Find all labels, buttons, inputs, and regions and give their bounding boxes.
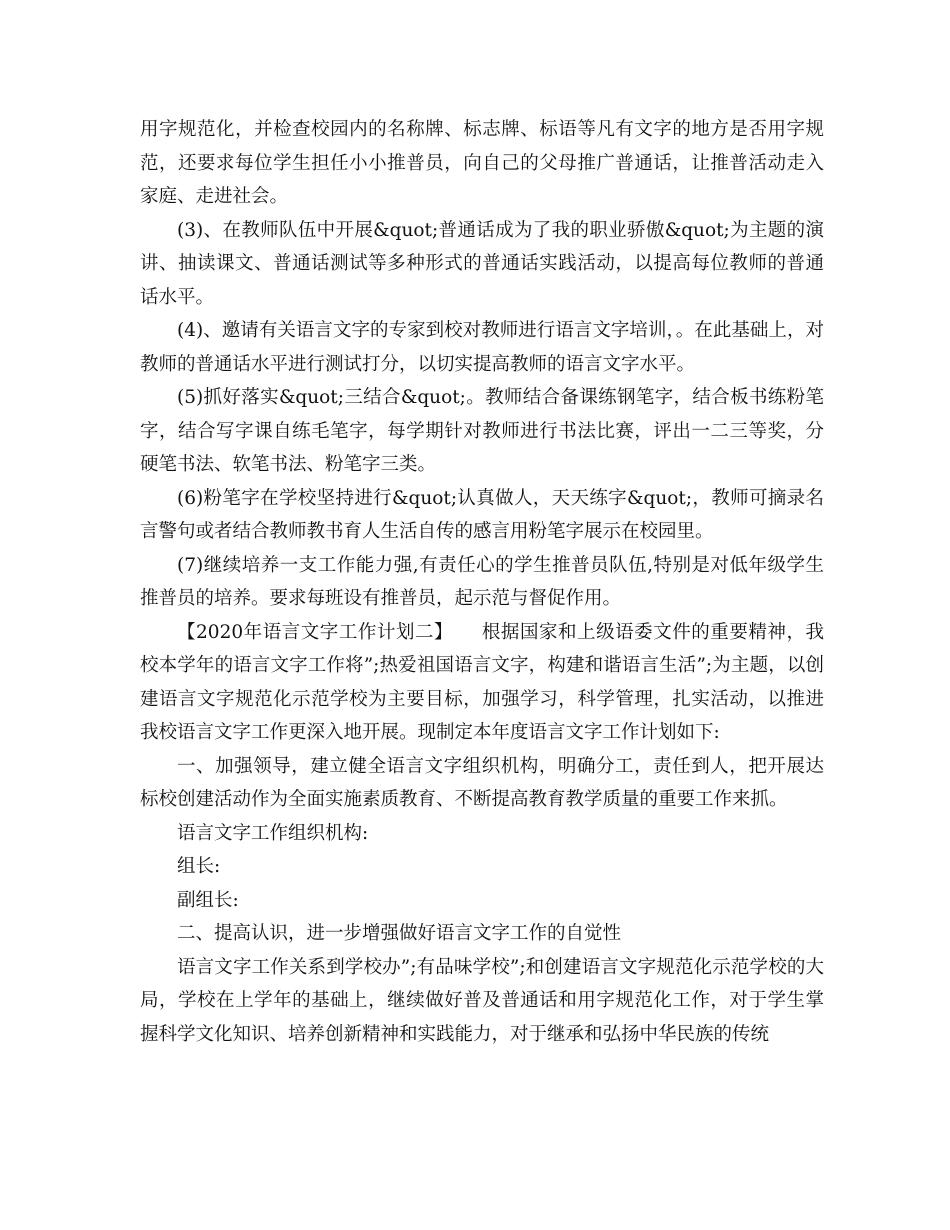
- paragraph-item-7: (7)继续培养一支工作能力强,有责任心的学生推普员队伍,特别是对低年级学生推普员的培养。要求每班设有推普员，起示范与督促作用。: [140, 554, 824, 609]
- paragraph-item-5: (5)抓好落实&quot;三结合&quot;。教师结合备课练钢笔字，结合板书练粉笔字，结合写字课自练毛笔字，每学期针对教师进行书法比赛，评出一二三等奖，分硬笔书法、软笔书法、粉笔字三类。: [140, 387, 824, 475]
- paragraph-leader: 组长:: [177, 856, 221, 877]
- paragraph-section-two-body: 语言文字工作关系到学校办”;有品味学校”;和创建语言文字规范化示范学校的大局，学校在上学年的基础上，继续做好普及普通话和用字规范化工作，对于学生掌握科学文化知识、培养创新精神和实践能力，对于继承和弘扬中华民族的传统: [140, 956, 824, 1045]
- paragraph-deputy-leader: 副组长:: [177, 889, 239, 911]
- paragraph-continued: 用字规范化，并检查校园内的名称牌、标志牌、标语等凡有文字的地方是否用字规范，还要求每位学生担任小小推普员，向自己的父母推广普通话，让推普活动走入家庭、走进社会。: [140, 119, 824, 207]
- paragraph-plan-two-intro: 【2020年语言文字工作计划二】 根据国家和上级语委文件的重要精神，我校本学年的语言文字工作将”;热爱祖国语言文字，构建和谐语言生活”;为主题，以创建语言文字规范化示范学校为主要目标，加强学习，科学管理，扎实活动，以推进我校语言文字工作更深入地开展。现制定本年度语言文字工作计划如下:: [140, 621, 824, 743]
- paragraph-section-two: 二、提高认识，进一步增强做好语言文字工作的自觉性: [177, 923, 622, 944]
- paragraph-section-one: 一、加强领导，建立健全语言文字组织机构，明确分工，责任到人，把开展达标校创建活动作为全面实施素质教育、不断提高教育教学质量的重要工作来抓。: [140, 755, 824, 810]
- paragraph-item-3: (3)、在教师队伍中开展&quot;普通话成为了我的职业骄傲&quot;为主题的演讲、抽读课文、普通话测试等多种形式的普通话实践活动，以提高每位教师的普通话水平。: [140, 219, 824, 308]
- paragraph-org-heading: 语言文字工作组织机构:: [177, 822, 369, 844]
- document-body: [140, 113, 824, 1051]
- paragraph-item-6: (6)粉笔字在学校坚持进行&quot;认真做人，天天练字&quot;，教师可摘录名言警句或者结合教师教书育人生活自传的感言用粉笔字展示在校园里。: [140, 487, 824, 542]
- paragraph-item-4: (4)、邀请有关语言文字的专家到校对教师进行语言文字培训，。在此基础上，对教师的普通话水平进行测试打分，以切实提高教师的语言文字水平。: [140, 320, 824, 375]
